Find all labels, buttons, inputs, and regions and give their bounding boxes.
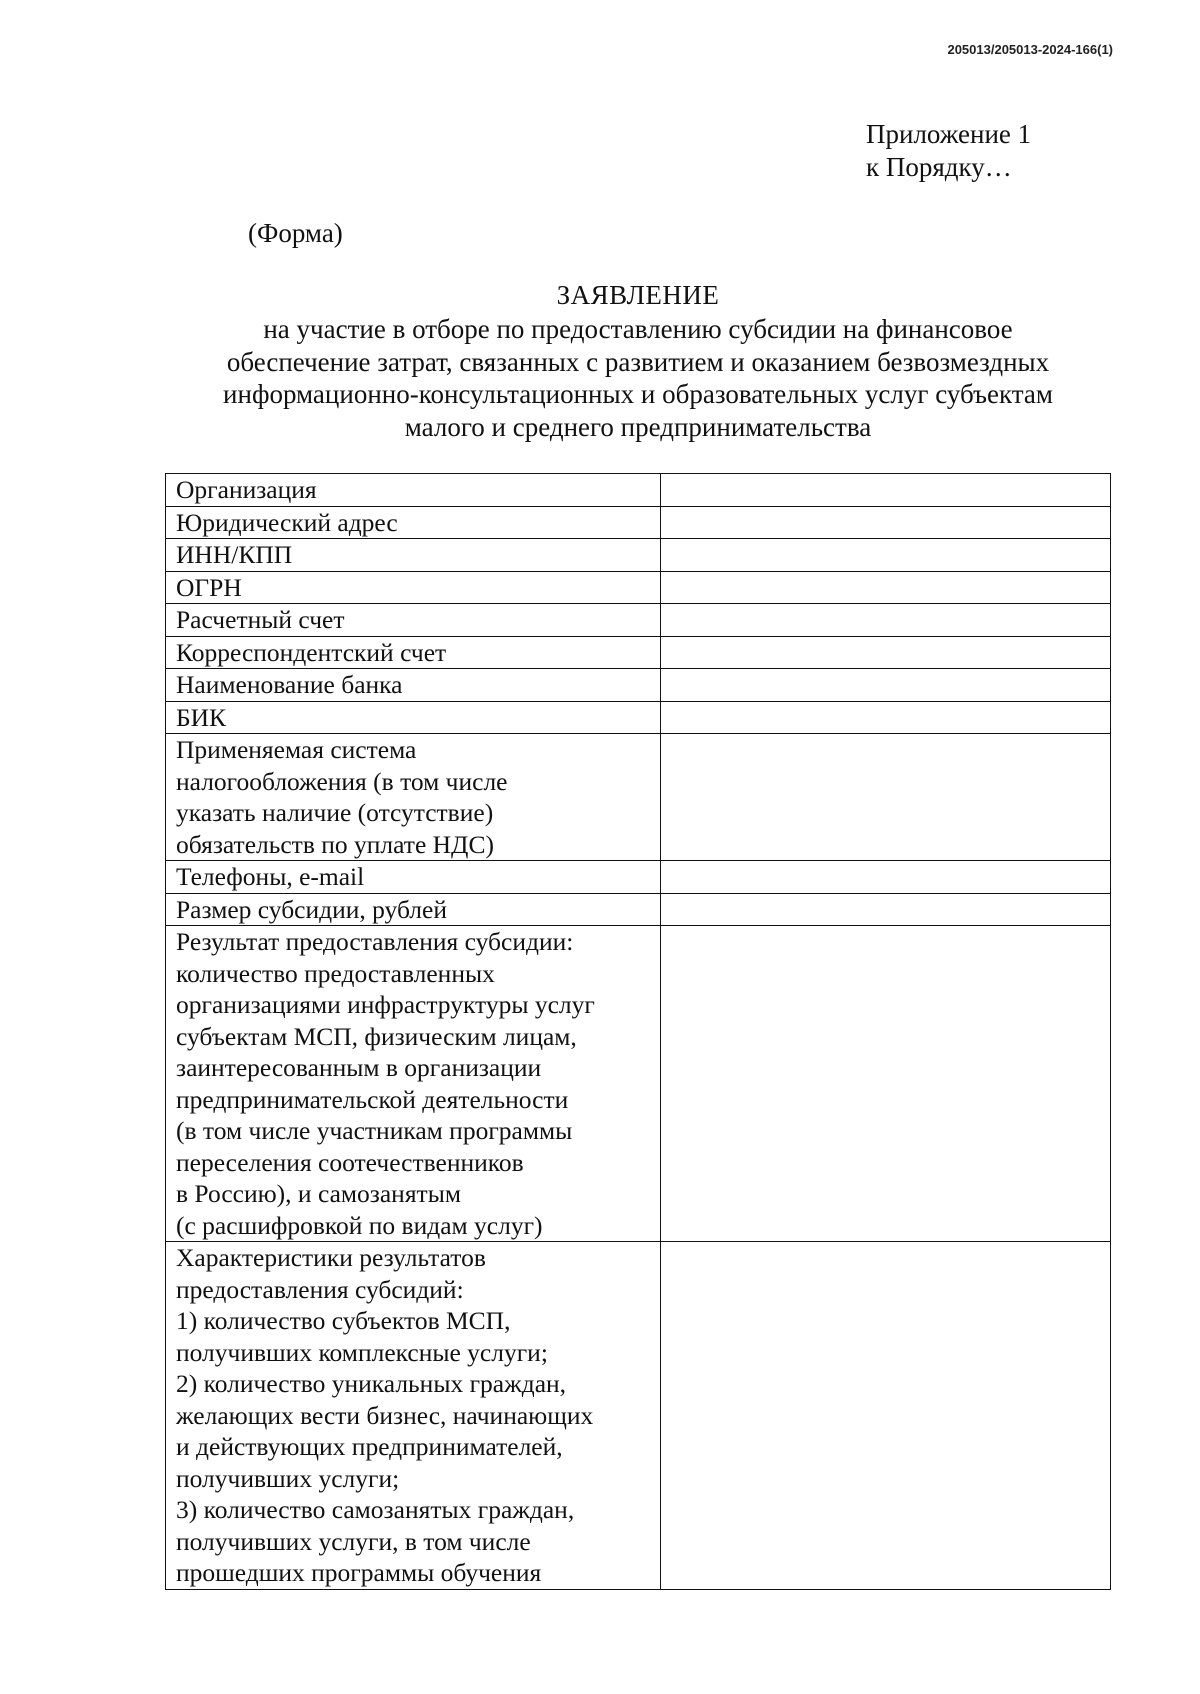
row-label-ogrn: ОГРН xyxy=(166,571,661,604)
appendix-line-1: Приложение 1 xyxy=(866,119,1032,149)
document-title: ЗАЯВЛЕНИЕ xyxy=(556,280,720,310)
row-value-settlement-account[interactable] xyxy=(661,604,1111,637)
row-label-phones-email: Телефоны, e-mail xyxy=(166,861,661,894)
row-value-bik[interactable] xyxy=(661,701,1111,734)
table-row xyxy=(166,861,1111,894)
row-value-bank-name[interactable] xyxy=(661,669,1111,702)
table-row xyxy=(166,474,1111,507)
appendix-note xyxy=(866,118,1031,184)
table-row xyxy=(166,636,1111,669)
row-label-legal-address: Юридический адрес xyxy=(166,506,661,539)
row-value-legal-address[interactable] xyxy=(661,506,1111,539)
table-row xyxy=(166,539,1111,572)
row-value-ogrn[interactable] xyxy=(661,571,1111,604)
table-row xyxy=(166,734,1111,861)
row-label-tax-system: Применяемая система налогообложения (в том числе указать наличие (отсутствие) обязательств по уплате НДС) xyxy=(166,734,661,861)
row-label-bik: БИК xyxy=(166,701,661,734)
row-value-result-characteristics[interactable] xyxy=(661,1242,1111,1590)
row-value-subsidy-amount[interactable] xyxy=(661,893,1111,926)
row-label-inn-kpp: ИНН/КПП xyxy=(166,539,661,572)
table-row xyxy=(166,669,1111,702)
document-subtitle: на участие в отборе по предоставлению субсидии на финансовое обеспечение затрат, связанных с развитием и оказанием безвозмездных информационно-консультационных и образовательных услуг субъектам малого и среднего предпринимательства xyxy=(223,314,1053,442)
row-value-inn-kpp[interactable] xyxy=(661,539,1111,572)
row-label-organization: Организация xyxy=(166,474,661,507)
row-label-correspondent-account: Корреспондентский счет xyxy=(166,636,661,669)
row-label-settlement-account: Расчетный счет xyxy=(166,604,661,637)
row-value-phones-email[interactable] xyxy=(661,861,1111,894)
table-row xyxy=(166,506,1111,539)
appendix-line-2: к Порядку… xyxy=(866,152,1012,182)
table-row xyxy=(166,926,1111,1242)
table-row xyxy=(166,571,1111,604)
row-label-result-characteristics: Характеристики результатов предоставления субсидий: 1) количество субъектов МСП, получивших комплексные услуги; 2) количество уникальных граждан, желающих вести бизнес, начинающих и действующих предпринимателей, получивших услуги; 3) количество самозанятых граждан, получивших услуги, в том числе прошедших программы обучения xyxy=(166,1242,661,1590)
row-label-bank-name: Наименование банка xyxy=(166,669,661,702)
row-value-subsidy-result[interactable] xyxy=(661,926,1111,1242)
application-form-table xyxy=(165,473,1111,1590)
table-row xyxy=(166,893,1111,926)
table-row xyxy=(166,1242,1111,1590)
row-label-subsidy-result: Результат предоставления субсидии: количество предоставленных организациями инфраструктуры услуг субъектам МСП, физическим лицам, заинтересованным в организации предпринимательской деятельности (в том числе участникам программы переселения соотечественников в Россию), и самозанятым (с расшифровкой по видам услуг) xyxy=(166,926,661,1242)
table-row xyxy=(166,604,1111,637)
form-label: (Форма) xyxy=(248,218,343,248)
row-value-correspondent-account[interactable] xyxy=(661,636,1111,669)
row-value-tax-system[interactable] xyxy=(661,734,1111,861)
row-value-organization[interactable] xyxy=(661,474,1111,507)
document-id: 205013/205013-2024-166(1) xyxy=(947,42,1113,57)
table-row xyxy=(166,701,1111,734)
row-label-subsidy-amount: Размер субсидии, рублей xyxy=(166,893,661,926)
